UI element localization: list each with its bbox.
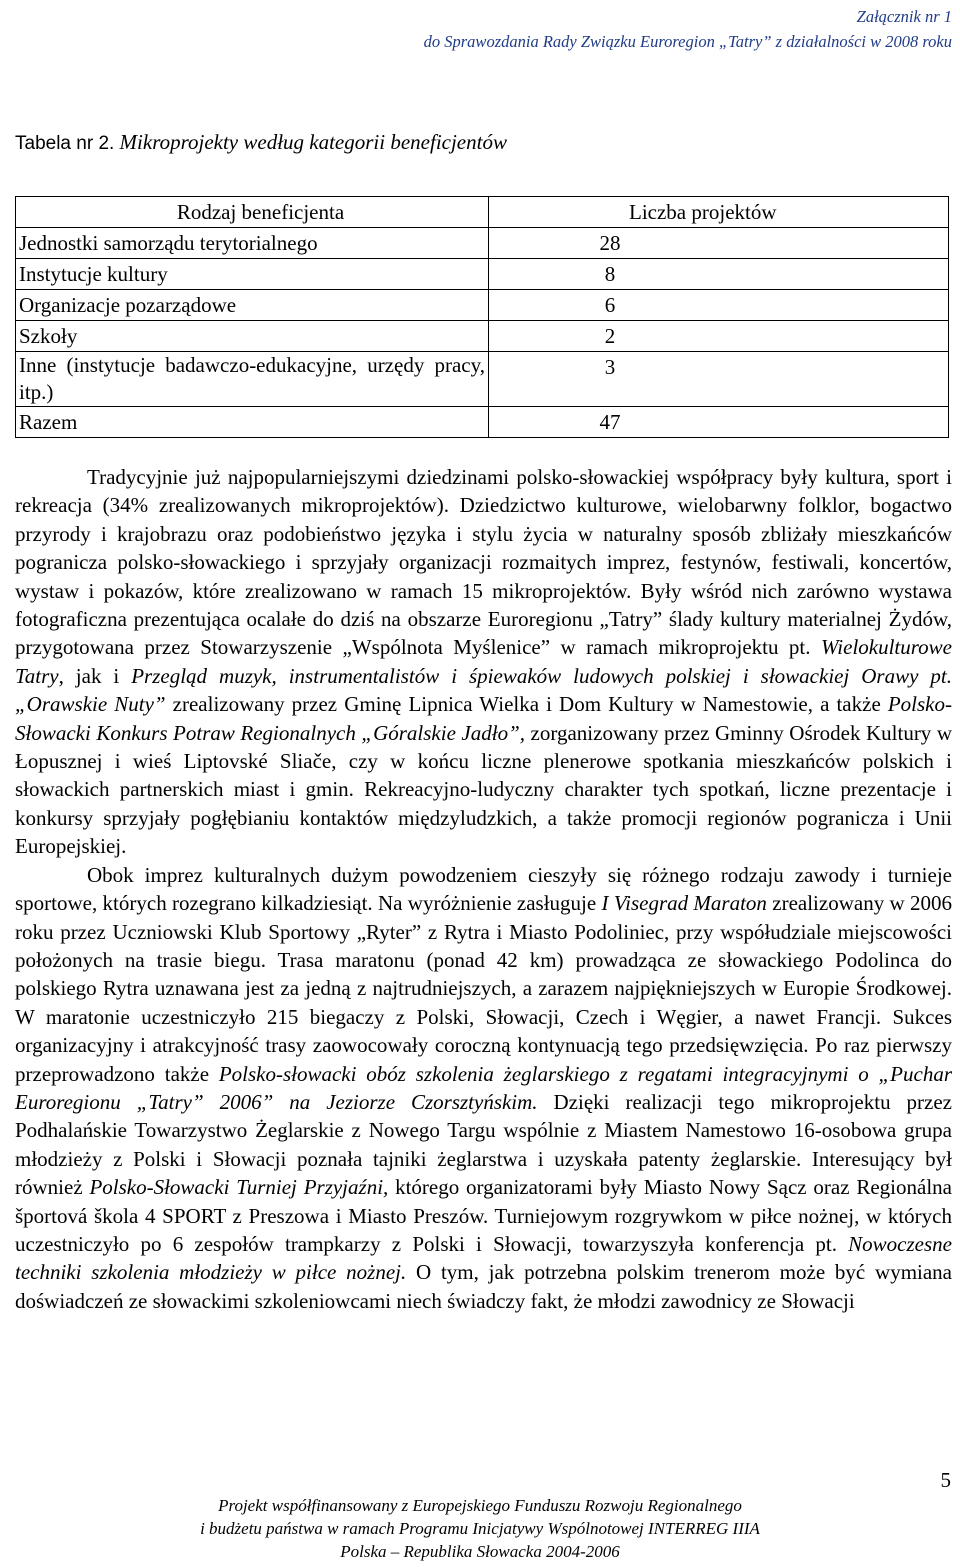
footer-line: Polska – Republika Słowacka 2004-2006 [340, 1542, 620, 1561]
page-number: 5 [940, 1468, 951, 1492]
italic-run: Nowoczesne techniki szkolenia młodzieży w piłce nożnej. [15, 1231, 952, 1285]
table-header-row [16, 197, 949, 228]
table-total-row [16, 407, 949, 438]
table-row [16, 228, 949, 259]
cell-type: Razem [16, 407, 489, 438]
text-run: zrealizowany przez Gminę Lipnica Wielka i Dom Kultury w Namestowie, a także [165, 692, 888, 717]
italic-run: Polsko-Słowacki Turniej Przyjaźni, [89, 1175, 389, 1200]
text-run: Tradycyjnie już najpopularniejszymi dziedzinami polsko-słowackiej współpracy były kultura, sport i rekreacja (34% zrealizowanych mikroprojektów). Dziedzictwo kulturowe, wielobarwny folklor, bogactwo przyrody i krajobrazu oraz podobieństwo języka i stylu życia w naturalny sposób zbliżały mieszkańców pogranicza polsko-słowackiego i sprzyjały organizacji rozmaitych imprez, festynów, festiwali, koncertów, wystaw i pokazów, które zrealizowano w ramach 15 mikroprojektów. Były wśród nich zarówno wystawa fotograficzna prezentująca ocalałe do dziś na obszarze Euroregionu „Tatry” ślady kultury materialnej Żydów, przygotowana przez Stowarzyszenie „Wspólnota Myślenice” w ramach mikroprojektu pt. [15, 465, 952, 660]
column-header-type: Rodzaj beneficjenta [16, 197, 489, 228]
cell-type: Inne (instytucje badawczo-edukacyjne, urzędy pracy, itp.) [16, 352, 489, 407]
italic-run: Przegląd muzyk, instrumentalistów i śpiewaków ludowych polskiej i słowackiej Orawy pt. „Orawskie Nuty” [15, 663, 952, 717]
header-report-title: do Sprawozdania Rady Związku Euroregion „Tatry” z działalności w 2008 roku [423, 32, 952, 51]
italic-run: Wielokulturowe Tatry [15, 635, 952, 688]
table-number: Tabela nr 2. [15, 133, 115, 154]
column-header-count: Liczba projektów [489, 197, 949, 228]
cell-count: 8 [489, 259, 949, 290]
footer-line: Projekt współfinansowany z Europejskiego Funduszu Rozwoju Regionalnego [218, 1496, 742, 1515]
text-run: zrealizowany w 2006 roku przez Uczniowski Klub Sportowy „Ryter” z Rytra i Miasto Podoliniec, przy współudziale miejscowości położonych na trasie biegu. Trasa maratonu (ponad 42 km) prowadząca ze słowackiego Podolinca do polskiego Rytra uznawana jest za jedną z najtrudniejszych, a zarazem najpiękniejszych w Europie Środkowej. W maratonie uczestniczyło 215 biegaczy z Polski, Słowacji, Czech i Węgier, a nawet Francji. Sukces organizacyjny i atrakcyjność trasy zaowocowały coroczną kontynuacją tego przedsięwzięcia. Po raz pierwszy przeprowadzono także [15, 891, 952, 1086]
cell-count: 3 [489, 352, 949, 407]
cell-count: 2 [489, 321, 949, 352]
paragraph [15, 861, 952, 1316]
italic-run: I Visegrad Maraton [601, 891, 767, 916]
table-caption [15, 130, 507, 155]
text-run: , jak i [58, 663, 132, 688]
cell-count: 47 [489, 407, 949, 438]
cell-type: Organizacje pozarządowe [16, 290, 489, 321]
table-row [16, 321, 949, 352]
body-text [15, 463, 952, 1315]
cell-count: 6 [489, 290, 949, 321]
italic-run: Polsko-Słowacki Konkurs Potraw Regionalnych „Góralskie Jadło”, [15, 692, 952, 745]
cell-type: Jednostki samorządu terytorialnego [16, 228, 489, 259]
document-header [424, 4, 952, 54]
paragraph [15, 463, 952, 861]
table-row [16, 290, 949, 321]
footer-line: i budżetu państwa w ramach Programu Inicjatywy Wspólnotowej INTERREG IIIA [200, 1519, 760, 1538]
cell-type: Instytucje kultury [16, 259, 489, 290]
cell-count: 28 [489, 228, 949, 259]
text-run: zorganizowany przez Gminny Ośrodek Kultury w Łopusznej i wieś Liptovské Sliače, czy w końcu liczne plenerowe spotkania mieszkańców polskich i słowackich partnerskich miast i gmin. Rekreacyjno-ludyczny charakter tych spotkań, liczne prezentacje i konkursy sprzyjały pogłębianiu kontaktów międzyludzkich, a także promocji regionów pogranicza i Unii Europejskiej. [15, 720, 953, 859]
header-attachment-label: Załącznik nr 1 [856, 7, 952, 26]
text-run: O tym, jak potrzebna polskim trenerom może być wymiana doświadczeń ze słowackimi szkoleniowcami niech świadczy fakt, że młodzi zawodnicy ze Słowacji [15, 1260, 953, 1313]
text-run: Dzięki realizacji tego mikroprojektu przez Podhalańskie Towarzystwo Żeglarskie z Nowego Targu wspólnie z Miastem Namestowo 16-osobowa grupa młodzieży z Polski i Słowacji poznała tajniki żeglarstwa i uzyskała patenty żeglarskie. Interesujący był również [15, 1089, 952, 1200]
text-run: którego organizatorami były Miasto Nowy Sącz oraz Regionálna športová škola 4 SPORT z Preszowa i Miasto Preszów. Turniejowym rozgrywkom w piłce nożnej, w których uczestniczyło po 6 zespołów trampkarzy z Polski i Słowacji, towarzyszyła konferencja pt. [15, 1175, 952, 1256]
italic-run: Polsko-słowacki obóz szkolenia żeglarskiego z regatami integracyjnymi o „Puchar Euroregionu „Tatry” 2006” na Jeziorze Czorsztyńskim. [15, 1061, 952, 1114]
table-row [16, 352, 949, 407]
table-row [16, 259, 949, 290]
document-footer [0, 1494, 960, 1563]
cell-type: Szkoły [16, 321, 489, 352]
table-title: Mikroprojekty według kategorii beneficjentów [119, 130, 507, 154]
beneficiaries-table [15, 196, 949, 438]
text-run: Obok imprez kulturalnych dużym powodzeniem cieszyły się różnego rodzaju zawody i turnieje sportowe, których rozegrano kilkadziesiąt. Na wyróżnienie zasługuje [15, 862, 952, 916]
